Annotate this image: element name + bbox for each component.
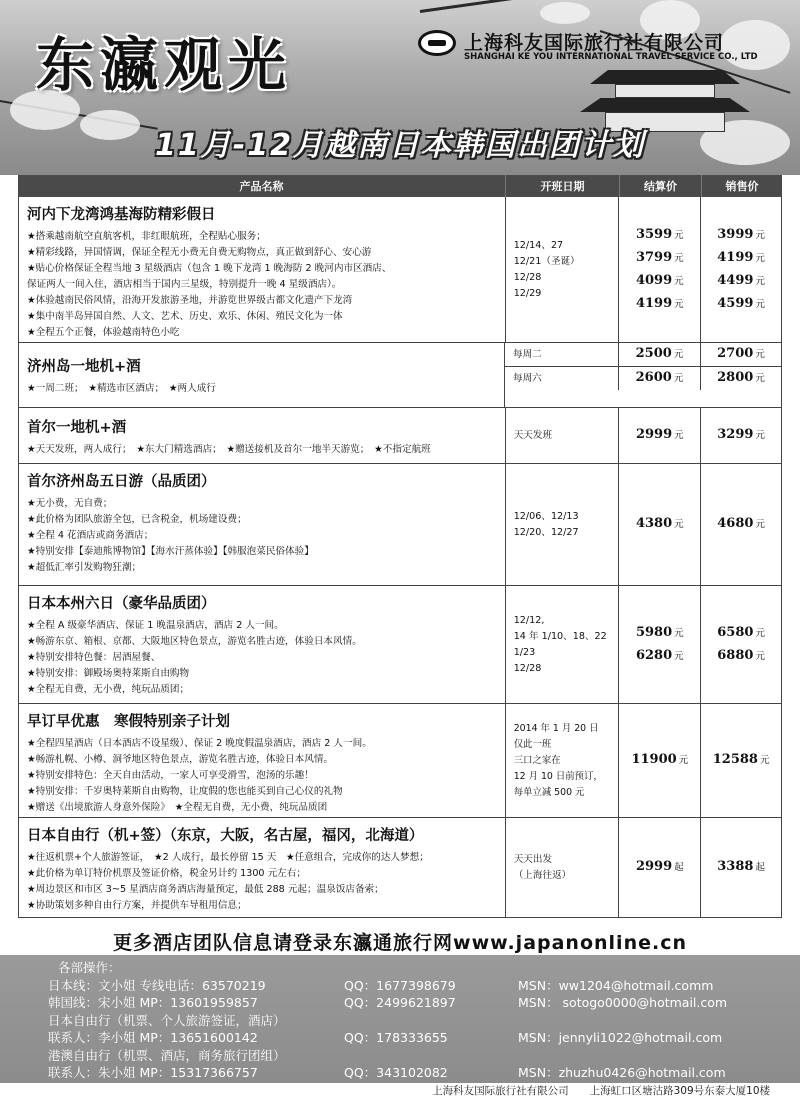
website-banner: 更多酒店团队信息请登录东瀛通旅行网www.japanonline.cn xyxy=(113,932,687,954)
date-cell xyxy=(506,704,620,817)
sale-price: 12588 xyxy=(712,752,758,767)
product-feature: ★搭乘越南航空直航客机，非红眼航班，全程贴心服务； xyxy=(27,231,266,242)
sale-price: 3388 xyxy=(717,859,754,874)
settle-price: 3599 xyxy=(635,226,673,242)
price-unit: 元 xyxy=(673,349,684,360)
product-feature: ★往返机票+个人旅游签证， ★2 人成行，最长停留 15 天 ★任意组合，完成你的达人梦想； xyxy=(27,852,429,863)
contact-name: 韩国线：宋小姐 MP：13601959857 xyxy=(48,995,258,1010)
sale-price-cell xyxy=(701,704,781,817)
product-cell xyxy=(19,343,505,407)
product-feature: ★畅游札幌、小樽、洞爷地区特色景点，游览名胜古迹，体验日本风情。 xyxy=(27,754,334,765)
date-text: 1/23 xyxy=(513,646,536,658)
contact-qq: QQ：178333655 xyxy=(344,1030,448,1045)
price-unit: 元 xyxy=(674,229,684,241)
price-unit: 元 xyxy=(755,373,765,384)
col-header-settle: 结算价 xyxy=(620,175,702,197)
table-row xyxy=(18,704,782,818)
sale-price: 6580 xyxy=(717,624,754,640)
price-unit: 元 xyxy=(674,252,684,264)
product-name: 济州岛一地机+酒 xyxy=(27,359,141,375)
settle-price: 4099 xyxy=(635,272,673,288)
contact-line xyxy=(48,994,800,1012)
contact-name: 日本自由行（机票、个人旅游签证，酒店） xyxy=(48,1012,286,1028)
product-feature: ★周边景区和市区 3~5 星酒店商务酒店海量预定，最低 288 元起；温泉饭店备索； xyxy=(27,884,384,895)
date-text: 每单立减 500 元 xyxy=(513,786,585,798)
product-feature: ★精彩线路，异国情调，保证全程无小费无自费无购物点，真正做到舒心、安心游 xyxy=(27,247,372,258)
product-cell xyxy=(19,818,506,917)
product-feature: ★此价格为单订特价机票及签证价格，税金另计约 1300 元左右； xyxy=(27,868,306,879)
price-unit: 元 xyxy=(755,349,765,360)
price-unit: 元 xyxy=(755,229,765,241)
product-feature: ★全程 4 花酒店或商务酒店； xyxy=(27,530,154,541)
product-feature: ★集中南半岛异国自然、人文、艺术、历史、欢乐、休闲、殖民文化为一体 xyxy=(27,311,343,322)
product-feature: ★特别安排特色餐：居酒屋餐、 xyxy=(27,652,161,663)
date-text: 天天出发 xyxy=(513,853,553,865)
product-name: 河内下龙湾鸿基海防精彩假日 xyxy=(27,207,216,223)
header-banner xyxy=(0,0,800,175)
sale-price: 3299 xyxy=(717,427,754,442)
sale-price-cell xyxy=(701,818,781,917)
tour-table xyxy=(18,175,782,918)
contact-footer xyxy=(0,955,800,1083)
price-unit: 元 xyxy=(674,298,684,310)
date-text: 三口之家在 xyxy=(513,754,561,766)
product-feature: ★全程五个正餐，体验越南特色小吃 xyxy=(27,327,180,338)
settle-price-cell xyxy=(619,818,701,917)
col-header-sale: 销售价 xyxy=(725,180,759,193)
sale-price: 4599 xyxy=(717,295,754,311)
date-text: 每周二 xyxy=(513,348,542,360)
price-unit: 起 xyxy=(674,862,684,873)
date-text: （上海往返） xyxy=(513,869,572,881)
date-text: 12/29 xyxy=(513,287,542,299)
product-feature: 保证两人一间入住，酒店相当于国内三星级，特别提升一晚 4 星级酒店）。 xyxy=(27,279,342,290)
product-name: 日本自由行（机+签）（东京，大阪，名古屋，福冈，北海道） xyxy=(27,828,424,844)
date-text: 12/28 xyxy=(513,662,542,674)
price-unit: 元 xyxy=(674,430,684,441)
contact-name: 联系人：李小姐 MP：13651600142 xyxy=(48,1030,258,1045)
date-text: 12 月 10 日前预订， xyxy=(513,770,603,782)
product-name: 首尔济州岛五日游（品质团） xyxy=(27,474,216,490)
sale-price: 4680 xyxy=(717,516,754,531)
price-unit: 起 xyxy=(755,862,765,873)
sale-price: 6880 xyxy=(717,647,754,663)
sale-price-cell xyxy=(701,586,781,703)
date-cell xyxy=(506,408,620,463)
price-unit: 元 xyxy=(674,627,684,639)
sale-price-cell xyxy=(701,408,781,463)
date-text: 12/14、27 xyxy=(513,239,564,251)
settle-price: 2500 xyxy=(635,346,672,361)
product-feature: ★全程无自费，无小费，纯玩品质团； xyxy=(27,684,190,695)
sale-price: 2700 xyxy=(717,346,754,361)
contact-name: 联系人：朱小姐 MP：15317366757 xyxy=(48,1065,258,1080)
product-feature: ★特别安排：千岁奥特莱斯自由购物，让度假的您也能买到自己心仪的礼物 xyxy=(27,786,343,797)
contact-qq: QQ：1677398679 xyxy=(344,977,456,993)
product-feature: ★无小费，无自费； xyxy=(27,498,113,509)
contact-line xyxy=(48,1012,800,1030)
product-feature: ★全程四星酒店（日本酒店不设星级）、保证 2 晚度假温泉酒店，酒店 2 人一间。 xyxy=(27,738,372,749)
company-logo-icon xyxy=(418,30,456,56)
date-text: 仅此一班 xyxy=(513,738,552,750)
blossom xyxy=(540,2,590,24)
sale-price: 4199 xyxy=(717,249,754,265)
product-cell xyxy=(19,464,506,585)
settle-price: 6280 xyxy=(635,647,673,663)
col-header-product: 产品名称 xyxy=(18,175,506,197)
col-header-date: 开班日期 xyxy=(506,175,620,197)
sale-price-cell xyxy=(701,464,781,585)
product-feature: ★体验越南民俗风情，沿海开发旅游圣地，并游览世界级古都文化遗产下龙湾 xyxy=(27,295,353,306)
table-row xyxy=(18,408,782,464)
product-feature: ★协助策划多种自由行方案，并提供车导租用信息； xyxy=(27,900,247,911)
table-row xyxy=(18,343,782,408)
settle-price-cell xyxy=(619,464,701,585)
product-feature: ★一周二班； ★精选市区酒店； ★两人成行 xyxy=(27,383,216,394)
table-row xyxy=(18,464,782,586)
product-name: 早订早优惠 寒假特别亲子计划 xyxy=(27,714,230,730)
settle-price: 5980 xyxy=(635,624,673,640)
date-cell xyxy=(506,464,620,585)
table-row xyxy=(18,586,782,704)
contact-msn: MSN：ww1204@hotmail.comm xyxy=(518,977,714,993)
price-unit: 元 xyxy=(674,650,684,662)
contact-msn: MSN：zhuzhu0426@hotmail.com xyxy=(518,1065,726,1080)
settle-price: 3799 xyxy=(635,249,673,265)
price-unit: 元 xyxy=(755,650,765,662)
price-unit: 元 xyxy=(755,430,765,441)
price-unit: 元 xyxy=(673,373,684,384)
settle-price-cell xyxy=(619,197,701,342)
product-feature: ★天天发班，两人成行； ★东大门精选酒店； ★赠送接机及首尔一地半天游览； ★不指定航班 xyxy=(27,444,431,455)
date-cell xyxy=(506,818,620,917)
price-unit: 元 xyxy=(759,755,770,766)
split-cell xyxy=(505,343,781,407)
contact-line xyxy=(48,1064,800,1082)
brand-title: 东瀛观光 xyxy=(36,31,293,99)
settle-price: 11900 xyxy=(631,752,677,767)
blossom-branch xyxy=(420,0,797,13)
price-unit: 元 xyxy=(755,298,765,310)
product-feature: ★赠送《出境旅游人身意外保险》 ★全程无自费，无小费，纯玩品质团 xyxy=(27,802,328,813)
price-unit: 元 xyxy=(678,755,689,766)
product-feature: ★特别安排：御殿场奥特莱斯自由购物 xyxy=(27,668,190,679)
settle-price-cell xyxy=(619,704,701,817)
date-text: 天天发班 xyxy=(513,429,553,441)
date-text: 12/12, xyxy=(513,614,545,626)
sale-price-cell xyxy=(701,197,781,342)
contact-name: 日本线：文小姐 专线电话：63570219 xyxy=(48,977,266,993)
blossom xyxy=(720,20,790,70)
sale-price: 2800 xyxy=(717,370,754,385)
company-name-en: SHANGHAI KE YOU INTERNATIONAL TRAVEL SERVICE CO., LTD xyxy=(464,52,758,62)
product-feature: ★畅游东京、箱根、京都、大阪地区特色景点，游览名胜古迹，体验日本风情。 xyxy=(27,636,362,647)
product-feature: ★贴心价格保证全程当地 3 星级酒店（包含 1 晚下龙湾 1 晚海防 2 晚河内市区酒店、 xyxy=(27,263,392,274)
date-text: 每周六 xyxy=(513,372,542,384)
page-subtitle: 11月-12月越南日本韩国出团计划 xyxy=(155,128,645,163)
price-unit: 元 xyxy=(755,252,765,264)
contact-name: 港澳自由行（机票、酒店，商务旅行团组） xyxy=(48,1047,286,1063)
date-text: 12/20、12/27 xyxy=(513,526,579,538)
product-feature: ★超低汇率引发购物狂潮； xyxy=(27,562,142,573)
product-cell xyxy=(19,704,506,817)
date-cell xyxy=(506,197,620,342)
product-feature: ★此价格为团队旅游全包，已含税金，机场建设费； xyxy=(27,514,247,525)
date-text: 2014 年 1 月 20 日 xyxy=(513,722,599,734)
settle-price: 2999 xyxy=(635,859,673,874)
product-feature: ★特别安排【泰迪熊博物馆】【海水汗蒸体验】【韩服泡菜民俗体验】 xyxy=(27,546,314,557)
product-feature: ★特别安排特色：全天自由活动，一家人可享受滑雪，泡汤的乐趣！ xyxy=(27,770,314,781)
contact-line xyxy=(48,1047,800,1065)
product-name: 首尔一地机+酒 xyxy=(27,420,127,436)
sale-price: 4499 xyxy=(717,272,754,288)
date-cell xyxy=(506,586,620,703)
table-row xyxy=(18,197,782,343)
price-unit: 元 xyxy=(674,275,684,287)
settle-price: 2600 xyxy=(635,370,672,385)
date-text: 12/06、12/13 xyxy=(513,510,579,522)
company-name-cn: 上海科友国际旅行社有限公司 xyxy=(464,32,725,54)
contact-intro xyxy=(48,959,800,977)
contact-qq: QQ：2499621897 xyxy=(344,995,456,1010)
contact-msn: MSN：jennyli1022@hotmail.com xyxy=(518,1030,723,1045)
contact-msn: MSN： sotogo0000@hotmail.com xyxy=(518,995,728,1010)
product-cell xyxy=(19,408,506,463)
price-unit: 元 xyxy=(755,519,765,530)
table-header xyxy=(18,175,782,197)
date-text: 12/28 xyxy=(513,271,542,283)
price-unit: 元 xyxy=(755,275,765,287)
contact-qq: QQ：343102082 xyxy=(344,1065,448,1080)
settle-price-cell xyxy=(619,408,701,463)
table-row xyxy=(18,818,782,918)
date-text: 12/21（圣诞） xyxy=(513,255,580,267)
settle-price: 4199 xyxy=(635,295,673,311)
sale-price: 3999 xyxy=(717,226,754,242)
product-feature: ★全程 A 级豪华酒店、保证 1 晚温泉酒店，酒店 2 人一间。 xyxy=(27,620,284,631)
contact-line xyxy=(48,977,800,995)
price-unit: 元 xyxy=(674,519,684,530)
contact-intro-text: 各部操作： xyxy=(58,960,121,975)
price-unit: 元 xyxy=(755,627,765,639)
product-cell xyxy=(19,197,506,342)
company-address: 上海科友国际旅行社有限公司 上海虹口区塘沽路309号东泰大厦10楼 xyxy=(0,1083,800,1100)
product-cell xyxy=(19,586,506,703)
settle-price-cell xyxy=(619,586,701,703)
date-text: 14 年 1/10、18、22 xyxy=(513,630,607,642)
settle-price: 2999 xyxy=(635,427,673,442)
contact-line xyxy=(48,1029,800,1047)
product-name: 日本本州六日（豪华品质团） xyxy=(27,596,216,612)
settle-price: 4380 xyxy=(635,516,673,531)
